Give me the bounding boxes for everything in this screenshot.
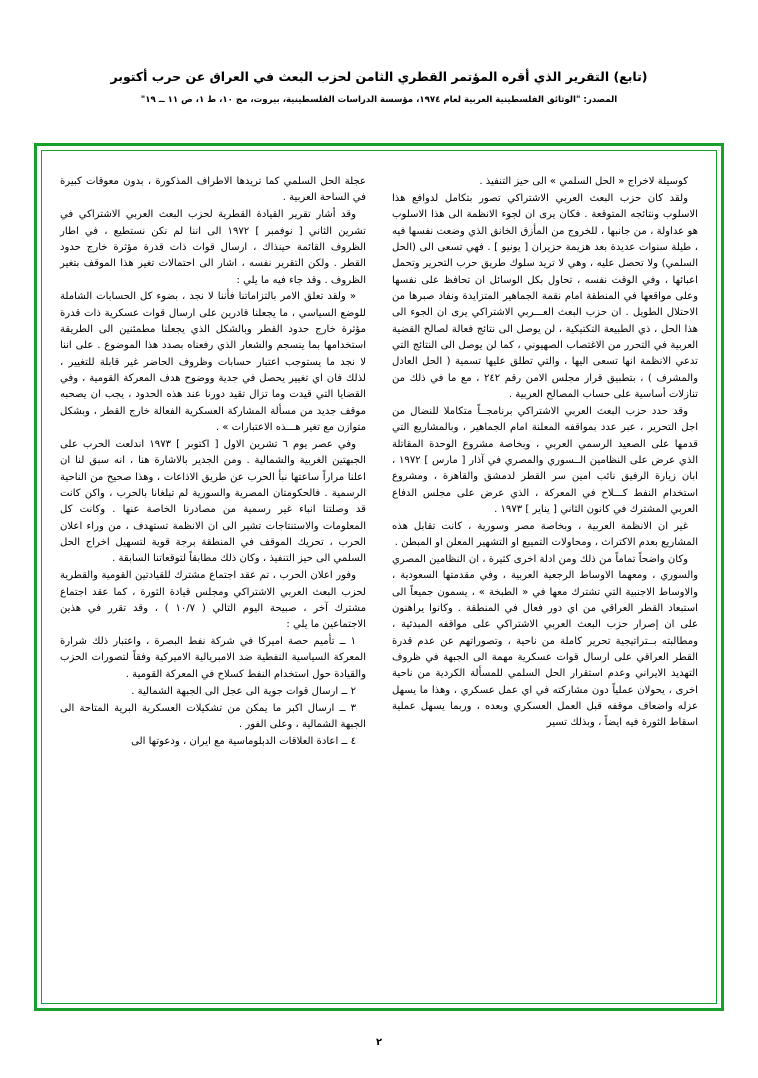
column-left	[60, 174, 366, 984]
page-title: (تابع) التقرير الذي أقره المؤتمر القطري الثامن لحزب البعث في العراق عن حرب أكتوبر	[110, 69, 648, 84]
document-header	[30, 68, 728, 107]
column-right	[392, 174, 698, 984]
paragraph: وقد أشار تقرير القيادة القطرية لحزب البعث العربي الاشتراكي في تشرين الثاني [ نوفمبر ] ١٩٧٢ الى اننا لم نكن نستطيع ، في اطار الظروف القائمة حينذاك ، ارسال قوات ذات قدرة مؤثرة خارج حدود القطر . ولكن التقرير نفسه ، اشار الى احتمالات تغير هذا الموقف بتغير الظروف . وقد جاء فيه ما يلي :	[60, 209, 366, 286]
paragraph: عجلة الحل السلمي كما تريدها الاطراف المذكورة ، بدون معوقات كبيرة في الساحة العربية .	[60, 176, 366, 204]
paragraph: غير ان الانظمة العربية ، وبخاصة مصر وسورية ، كانت تقابل هذه المشاريع بعدم الاكتراث ، ومحاولات التمييع او التشهير المعلن او المبطن .	[392, 520, 698, 549]
text-columns	[48, 158, 710, 998]
paragraph: وكان واضحاً تماماً من ذلك ومن ادلة اخرى كثيرة ، ان النظامين المصري والسوري ، ومعهما الاوساط الرجعية العربية ، وفي مقدمتها السعودية ، والاوساط الاجنبية التي تشترك معها في « الطبخة » ، يسمون جميعاً الى استبعاد القطر العراقي من اي دور فعال في المنطقة . وكانوا يراهنون على ان إصرار حزب البعث العربي الاشتراكي على مواقفه المبدئية ، ومطالبته بــتراتيجية تحرير كاملة من ناحية ، وتصوراتهم عن عدم قدرة القطر العراقي على ارسال قوات عسكرية مهمة الى الجبهة في ظروف التهديد الايراني وعدم استقرار الحل السلمي للمسألة الكردية من ناحية اخرى ، يحولان عملياً دون مشاركته في اي عمل عسكري ، وهذا ما يسهل عزله واضعاف موقفه قبل العمل العسكري وبعده ، وربما يسهل عملية اسقاط الثورة فيه ايضاً ، وبذلك تسير	[392, 553, 698, 729]
paragraph: وقد حدد حزب البعث العربي الاشتراكي برنامجــاً متكاملا للنضال من اجل التحرير ، عبر عدد بمواقفه المعلنة امام الجماهير ، وبالمشاريع التي قدمها على الصعيد الرسمي العربي ، وبخاصة مشروع الوحدة المقاتلة الذي عرض على النظامين الــسوري والمصري في آذار [ مارس ] ١٩٧٢ ، ابان زيارة الرفيق نائب امين سر القطر لدمشق والقاهرة ، ومشروع استخدام النفط كـــلاح في المعركة ، الذي عرض على مجلس الدفاع العربي المشترك في كانون الثاني [ يناير ] ١٩٧٣ .	[392, 405, 699, 515]
paragraph: ١ ــ تأميم حصة اميركا في شركة نفط البصرة ، واعتبار ذلك شرارة المعركة السياسية النفطية ضد الامبريالية الاميركية وفقاً لتصورات الحزب والقيادة حول استخدام النفط كسلاح في المعركة القومية .	[60, 636, 366, 680]
paragraph: ٢ ــ ارسال قوات جوية الى عجل الى الجبهة الشمالية .	[131, 685, 356, 697]
page-number: ٢	[375, 1037, 383, 1048]
document-source: المصدر: "الوثائق الفلسطينية العربية لعام ١٩٧٤، مؤسسة الدراسات الفلسطينية، بيروت، مج ١٠، ط ١، ص ١١ ــ ١٩"	[140, 94, 618, 105]
paragraph: وفور اعلان الحرب ، تم عقد اجتماع مشترك للقيادتين القومية والقطرية لحزب البعث العربي الاشتراكي ومجلس قيادة الثورة ، كما عقد اجتماع مشترك آخر ، صبيحة اليوم التالي ( ١٠/٧ ) ، وقد تقرر في هذين الاجتماعين ما يلي :	[60, 570, 367, 631]
paragraph: وفي عصر يوم ٦ تشرين الاول [ اكتوبر ] ١٩٧٣ اندلعت الحرب على الجبهتين الغربية والشمالية . ومن الجدير بالاشارة هنا ، انه سبق لنا ان اعلنا مراراً ساعتها نبأ الحرب عن طريق الاذاعات ، وهذا صحيح من الناحية الرسمية . فالحكومتان المصرية والسورية لم تبلغانا بالحرب ، واكن كانت قد وصلتنا انباء غير رسمية من مصادرنا الخاصة عنها . وكانت كل المعلومات والاستنتاجات تشير الى ان الانظمة تستهدف ، من وراء اعلان الحرب ، تحريك الموقف في المنطقة برجة قوية لتسهيل اخراج الحل السلمي الى حيز التنفيذ ، وكان ذلك مطابقاً لتوقعاتنا السابقة .	[60, 439, 366, 565]
paragraph: كوسيلة لاخراج « الحل السلمي » الى حيز التنفيذ .	[479, 176, 688, 187]
paragraph: ولقد كان حزب البعث العربي الاشتراكي تصور بتكامل لدوافع هذا الاسلوب ونتائجه المتوقعة . فكان يرى ان لجوء الانظمة الى هذا الاسلوب هو عداولة ، من جانبها ، للخروج من المأزق الخانق الذي وضعت نفسها فيه ، طيلة سنوات عديدة بعد هزيمة حزيران [ يونيو ] . فهي تسعى الى (الحل السلمي) ولا تحصل عليه ، وهي لا تريد سلوك طريق حرب التحرير وتحمل اعبائها ، وفي الوقت نفسه ، تحاول بكل الوسائل ان تحافظ على نفسها وعلى مواقعها في المنطقة امام نقمة الجماهير المتزايدة ونفاد صبرها من الاحتلال الطويل . ان حزب البعث العـــربي الاشتراكي يرى ان الجوء الى هذا الحل ، ذي الطبيعة التكتيكية ، لن يوصل الى نتائج فعالة لصالح القضية العربية في التحرر من الاغتصاب الصهيوني ، كما لن يوصل الى النتائج التي تدعي الانظمة انها تسعى اليها ، والتي تطلق عليها تسمية ( الحل العادل والمشرف ) ، بتطبيق قرار مجلس الامن رقم ٢٤٢ ، مع ما في ذلك من تنازلات أساسية على حساب المصالح العربية .	[392, 192, 698, 400]
paragraph-quote: « ولقد تعلق الامر بالتزاماتنا فأننا لا نجد ، بضوء كل الحسابات الشاملة للوضع السياسي ، ما يجعلنا قادرين على ارسال قوات عسكرية ذات قدرة مؤثرة خارج حدود القطر وبالشكل الذي يجعلنا مطمئنين الى الطريقة استخدامها بما ينسجم والشعار الذي رفعناه بصدد هذا الموضوع . على اننا لا نجد ما يستوجب اعتبار حسابات وظروف الحاضر غير قابلة للتغيير ، لذلك فان اي تغيير يحصل في جدية ووضوح هدف المعركة القومية ، وفي القضايا التي قيدت وما تزال تقيد دورنا عند هذه الحدود ، يجب ان يصحبه موقف جديد من مسألة المشاركة العسكرية الفعالة خارج القطر ، وبشكل متوازن مع تغير هـــذه الاعتبارات » .	[60, 291, 366, 434]
paragraph: ٤ ــ اعادة العلاقات الدبلوماسية مع ايران ، ودعوتها الى	[131, 735, 356, 747]
paragraph: ٣ ــ ارسال اكبر ما يمكن من تشكيلات العسكرية البرية المتاحة الى الجبهة الشمالية ، وعلى الفور .	[60, 702, 366, 730]
